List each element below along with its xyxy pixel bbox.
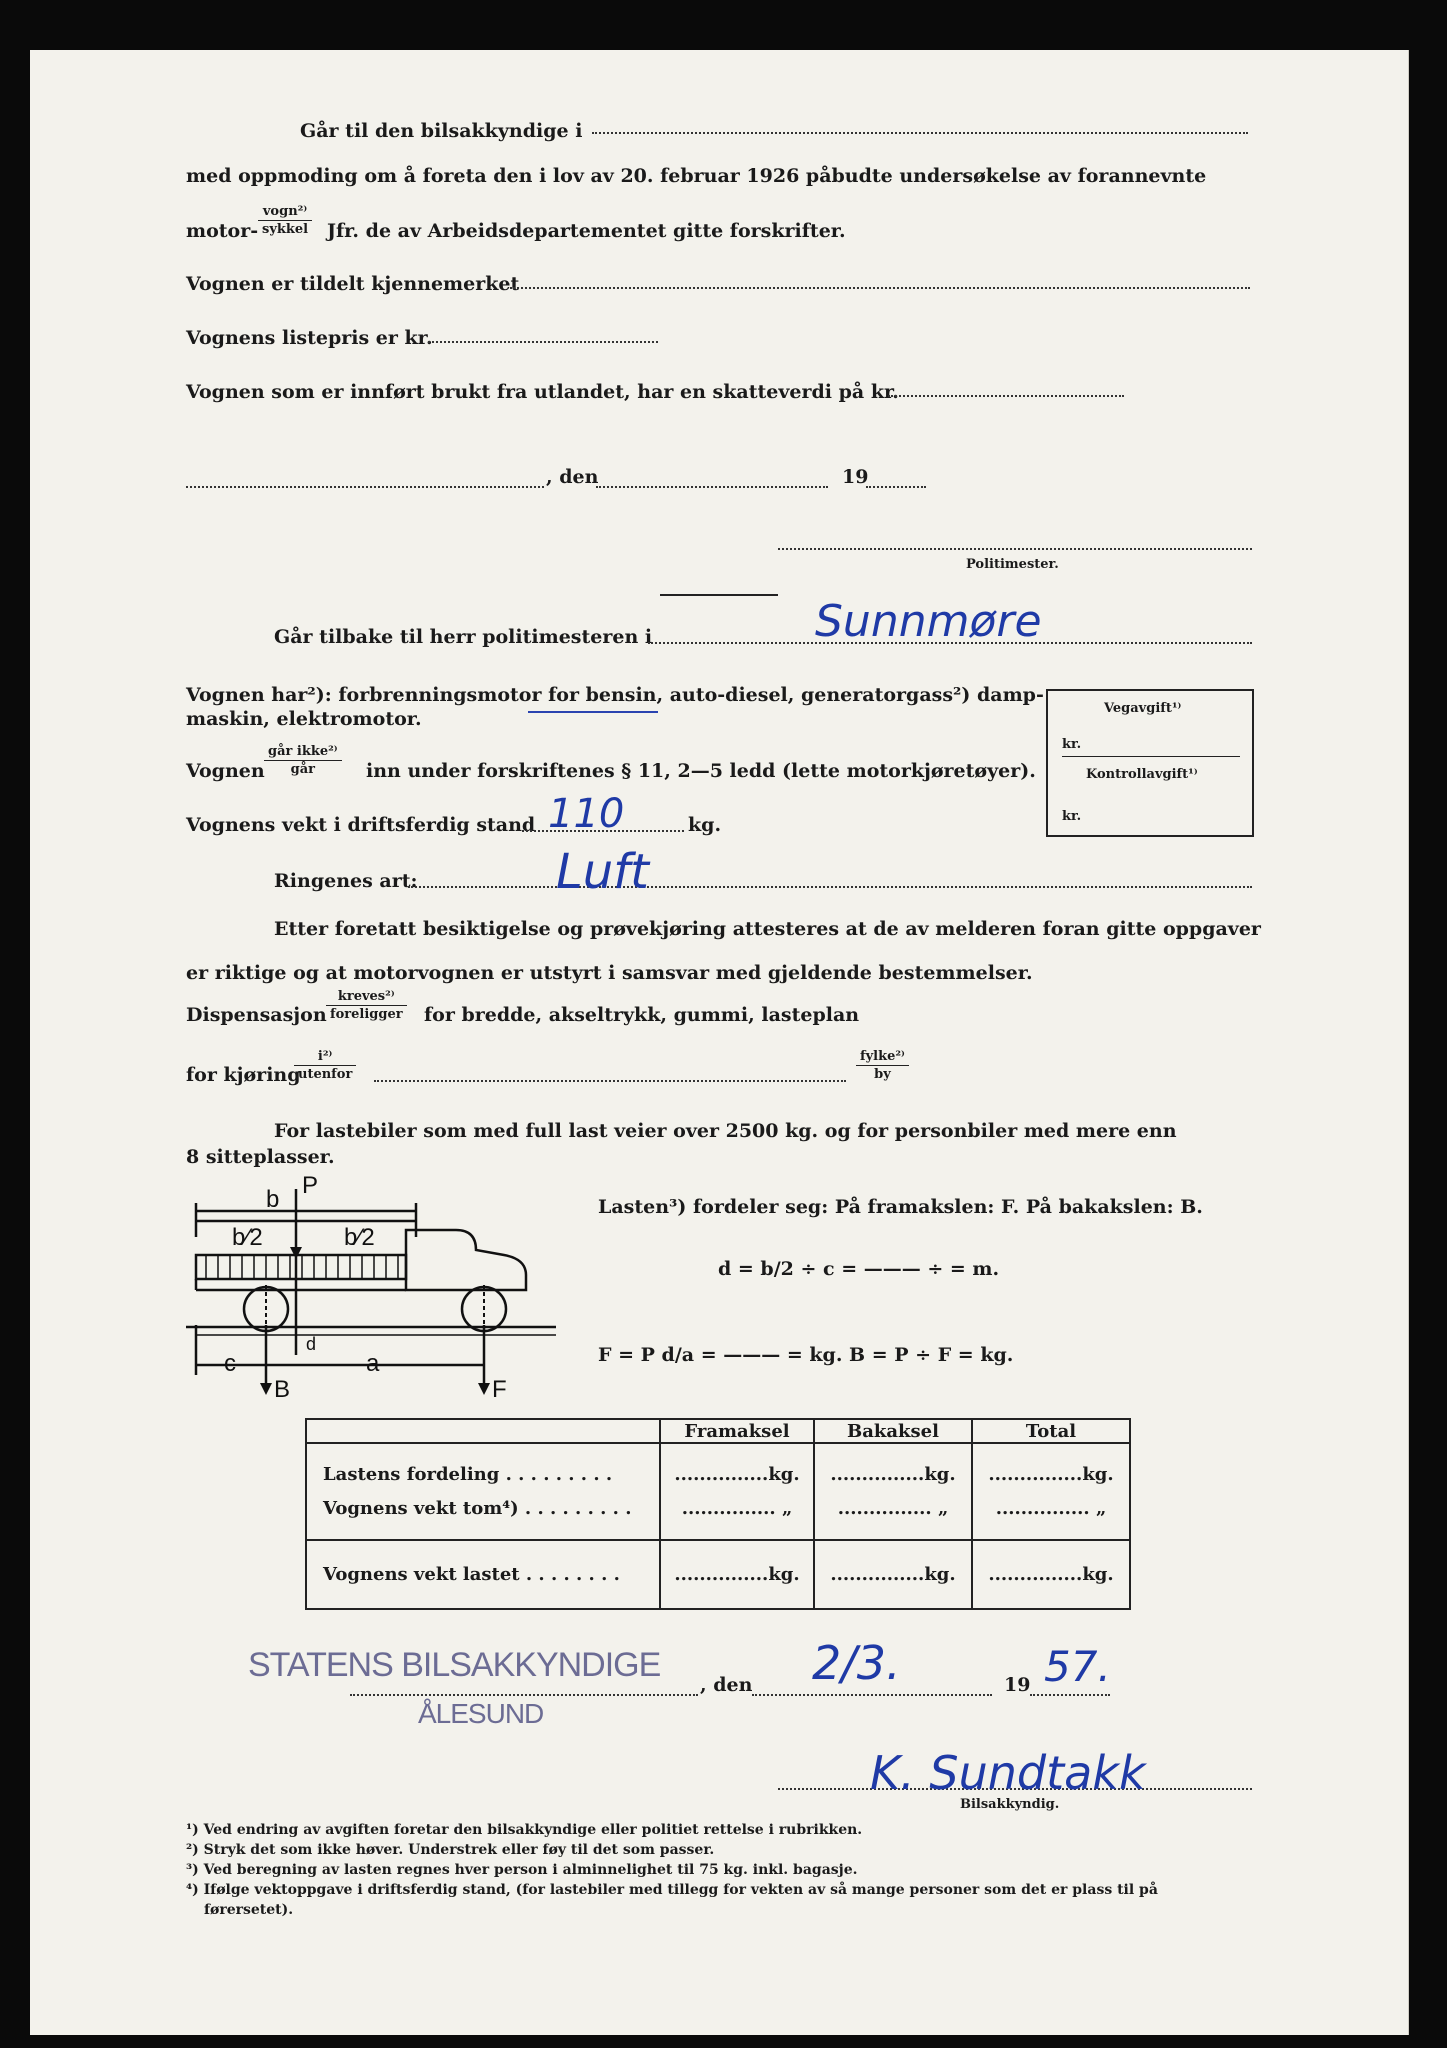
listepris-label: Vognens listepris er kr. bbox=[186, 327, 433, 349]
etter-line1: Etter foretatt besiktigelse og prøvekjøring attesteres at de av melderen foran gitte oppgaver bbox=[274, 918, 1261, 940]
gaar-tilbake-label: Går tilbake til herr politimesteren i bbox=[274, 626, 653, 648]
cell-value: ............... „ bbox=[837, 1497, 949, 1519]
table-header-framaksel: Framaksel bbox=[660, 1419, 814, 1443]
kjennemerket-label: Vognen er tildelt kjennemerket bbox=[186, 273, 520, 295]
forskrift-text: inn under forskriftenes § 11, 2—5 ledd (lette motorkjøretøyer). bbox=[366, 760, 1036, 782]
den-label: , den bbox=[546, 466, 599, 488]
gaar-fraction bbox=[264, 745, 342, 778]
politimester-signature-line[interactable] bbox=[778, 548, 1252, 550]
table-cell[interactable] bbox=[660, 1443, 814, 1540]
table-cell[interactable]: ...............kg. bbox=[972, 1540, 1130, 1609]
vognen-prefix: Vognen bbox=[186, 760, 265, 782]
utenfor-label: utenfor bbox=[294, 1065, 356, 1083]
ringenes-label: Ringenes art: bbox=[274, 870, 418, 892]
stamp-place-field[interactable] bbox=[350, 1694, 698, 1696]
handwritten-signature: K. Sundtakk bbox=[870, 1746, 1146, 1800]
table-header-total: Total bbox=[972, 1419, 1130, 1443]
by-label: by bbox=[856, 1065, 909, 1083]
table-cell[interactable]: ...............kg. bbox=[660, 1540, 814, 1609]
cell-value: ............... „ bbox=[995, 1497, 1107, 1519]
table-row-labels bbox=[306, 1443, 660, 1540]
lastebiler-line2: 8 sitteplasser. bbox=[186, 1146, 335, 1168]
kjoring-field[interactable] bbox=[374, 1080, 846, 1082]
for-kjoring-label: for kjøring bbox=[186, 1064, 301, 1086]
motor-frac-top: vogn²⁾ bbox=[262, 204, 308, 219]
kjennemerket-field[interactable] bbox=[510, 287, 1250, 289]
table-cell[interactable]: ...............kg. bbox=[814, 1540, 972, 1609]
inspection-date-field[interactable] bbox=[752, 1694, 992, 1696]
table-row bbox=[306, 1540, 1130, 1609]
gaar-til-field[interactable] bbox=[592, 132, 1248, 134]
diagram-label-d: d bbox=[306, 1334, 317, 1354]
cell-value: ............... „ bbox=[681, 1497, 793, 1519]
handwritten-date: 2/3. bbox=[812, 1636, 901, 1690]
kontrollavgift-label: Kontrollavgift¹⁾ bbox=[1086, 767, 1198, 782]
footnote-2: ²) Stryk det som ikke høver. Understrek eller føy til det som passer. bbox=[186, 1842, 715, 1858]
row-label-vekt-lastet: Vognens vekt lastet . . . . . . . . bbox=[306, 1540, 660, 1609]
gaar-til-label: Går til den bilsakkyndige i bbox=[300, 120, 583, 142]
handwritten-year: 57. bbox=[1044, 1642, 1111, 1691]
foreligger-label: foreligger bbox=[326, 1005, 407, 1023]
formula-f: F = P d/a = ——— = kg. B = P ÷ F = kg. bbox=[598, 1344, 1014, 1366]
weight-distribution-table bbox=[305, 1418, 1131, 1610]
table-cell[interactable] bbox=[972, 1443, 1130, 1540]
cell-value: ...............kg. bbox=[988, 1463, 1114, 1485]
politimester-label: Politimester. bbox=[966, 557, 1059, 572]
den-label-2: , den bbox=[700, 1674, 753, 1696]
diagram-label-b: b bbox=[266, 1186, 280, 1213]
footnote-3: ³) Ved beregning av lasten regnes hver person i alminnelighet til 75 kg. inkl. bagasje. bbox=[186, 1862, 858, 1878]
kreves-label: kreves²⁾ bbox=[337, 989, 395, 1004]
year-field[interactable] bbox=[866, 486, 926, 488]
motor-prefix: motor- bbox=[186, 220, 259, 242]
bensin-underline bbox=[528, 711, 658, 713]
place-field[interactable] bbox=[186, 486, 544, 488]
row-label-lastens: Lastens fordeling . . . . . . . . . bbox=[323, 1463, 613, 1485]
bilsakkyndig-label: Bilsakkyndig. bbox=[960, 1797, 1060, 1812]
diagram-label-b-half-left: b⁄2 bbox=[232, 1224, 263, 1251]
footnote-1: ¹) Ved endring av avgiften foretar den bilsakkyndige eller politiet rettelse i rubrikken. bbox=[186, 1822, 863, 1838]
fylke-label: fylke²⁾ bbox=[860, 1049, 905, 1064]
motor-suffix: Jfr. de av Arbeidsdepartementet gitte forskrifter. bbox=[327, 220, 846, 242]
ringenes-field[interactable] bbox=[408, 886, 1252, 888]
footnote-4: ⁴) Ifølge vektoppgave i driftsferdig stand, (for lastebiler med tillegg for vekten av så mange personer som det er plass til på bbox=[186, 1882, 1158, 1898]
vekt-label: Vognens vekt i driftsferdig stand bbox=[186, 814, 536, 836]
vognen-har-line2: maskin, elektromotor. bbox=[186, 708, 422, 730]
oppmoding-text: med oppmoding om å foreta den i lov av 20. februar 1926 påbudte undersøkelse av forannevnte bbox=[186, 165, 1207, 187]
stamp-line2: ÅLESUND bbox=[418, 1698, 544, 1729]
cell-value: ...............kg. bbox=[674, 1463, 800, 1485]
dispensasjon-label: Dispensasjon bbox=[186, 1004, 327, 1026]
table-header-bakaksel: Bakaksel bbox=[814, 1419, 972, 1443]
kreves-fraction bbox=[326, 990, 407, 1023]
innfort-label: Vognen som er innført brukt fra utlandet, har en skatteverdi på kr. bbox=[186, 381, 899, 403]
vekt-kg: kg. bbox=[688, 814, 722, 836]
row-label-vekt-tom: Vognens vekt tom⁴) . . . . . . . . . bbox=[323, 1497, 632, 1519]
listepris-field[interactable] bbox=[428, 341, 658, 343]
diagram-label-B: B bbox=[274, 1376, 291, 1400]
table-row bbox=[306, 1443, 1130, 1540]
diagram-label-p: P bbox=[302, 1175, 319, 1199]
etter-line2: er riktige og at motorvognen er utstyrt i samsvar med gjeldende bestemmelser. bbox=[186, 962, 1033, 984]
lastebiler-line1: For lastebiler som med full last veier over 2500 kg. og for personbiler med mere enn bbox=[274, 1120, 1177, 1142]
lasten-text: Lasten³) fordeler seg: På framakslen: F. På bakakslen: B. bbox=[598, 1196, 1203, 1218]
tax-box-divider bbox=[1062, 756, 1240, 757]
diagram-label-a: a bbox=[366, 1350, 380, 1377]
innfort-field[interactable] bbox=[888, 395, 1124, 397]
diagram-label-F: F bbox=[492, 1376, 507, 1400]
year-label: 19 bbox=[842, 466, 869, 488]
formula-d: d = b/2 ÷ c = ——— ÷ = m. bbox=[718, 1258, 1000, 1280]
table-cell[interactable] bbox=[814, 1443, 972, 1540]
table-header-blank bbox=[306, 1419, 660, 1443]
vognen-har-line1: Vognen har²): forbrenningsmotor for bensin, auto-diesel, generatorgass²) damp- bbox=[186, 684, 1044, 706]
i-utenfor-fraction bbox=[294, 1050, 356, 1083]
i-label: i²⁾ bbox=[317, 1049, 333, 1064]
handwritten-place: Sunnmøre bbox=[815, 596, 1042, 647]
year-label-2: 19 bbox=[1004, 1674, 1031, 1696]
fylke-fraction bbox=[856, 1050, 909, 1083]
vegavgift-kr: kr. bbox=[1062, 737, 1082, 752]
cell-value: ...............kg. bbox=[830, 1463, 956, 1485]
inspection-year-field[interactable] bbox=[1030, 1694, 1110, 1696]
vegavgift-label: Vegavgift¹⁾ bbox=[1104, 701, 1182, 716]
gaar-label: går bbox=[264, 760, 342, 778]
handwritten-tires: Luft bbox=[556, 844, 649, 900]
motor-fraction bbox=[258, 205, 312, 238]
gaar-ikke-label: går ikke²⁾ bbox=[268, 744, 338, 759]
stamp-line1: STATENS BILSAKKYNDIGE bbox=[248, 1646, 661, 1684]
handwritten-weight: 110 bbox=[548, 791, 625, 837]
diagram-label-b-half-right: b⁄2 bbox=[344, 1224, 375, 1251]
truck-load-diagram bbox=[186, 1175, 566, 1400]
section-divider bbox=[660, 594, 778, 596]
date-field[interactable] bbox=[596, 486, 828, 488]
bredde-text: for bredde, akseltrykk, gummi, lasteplan bbox=[424, 1004, 860, 1026]
motor-frac-bottom: sykkel bbox=[258, 220, 312, 238]
footnote-4-cont: førersetet). bbox=[204, 1902, 294, 1918]
diagram-label-c: c bbox=[224, 1350, 236, 1377]
kontrollavgift-kr: kr. bbox=[1062, 809, 1082, 824]
